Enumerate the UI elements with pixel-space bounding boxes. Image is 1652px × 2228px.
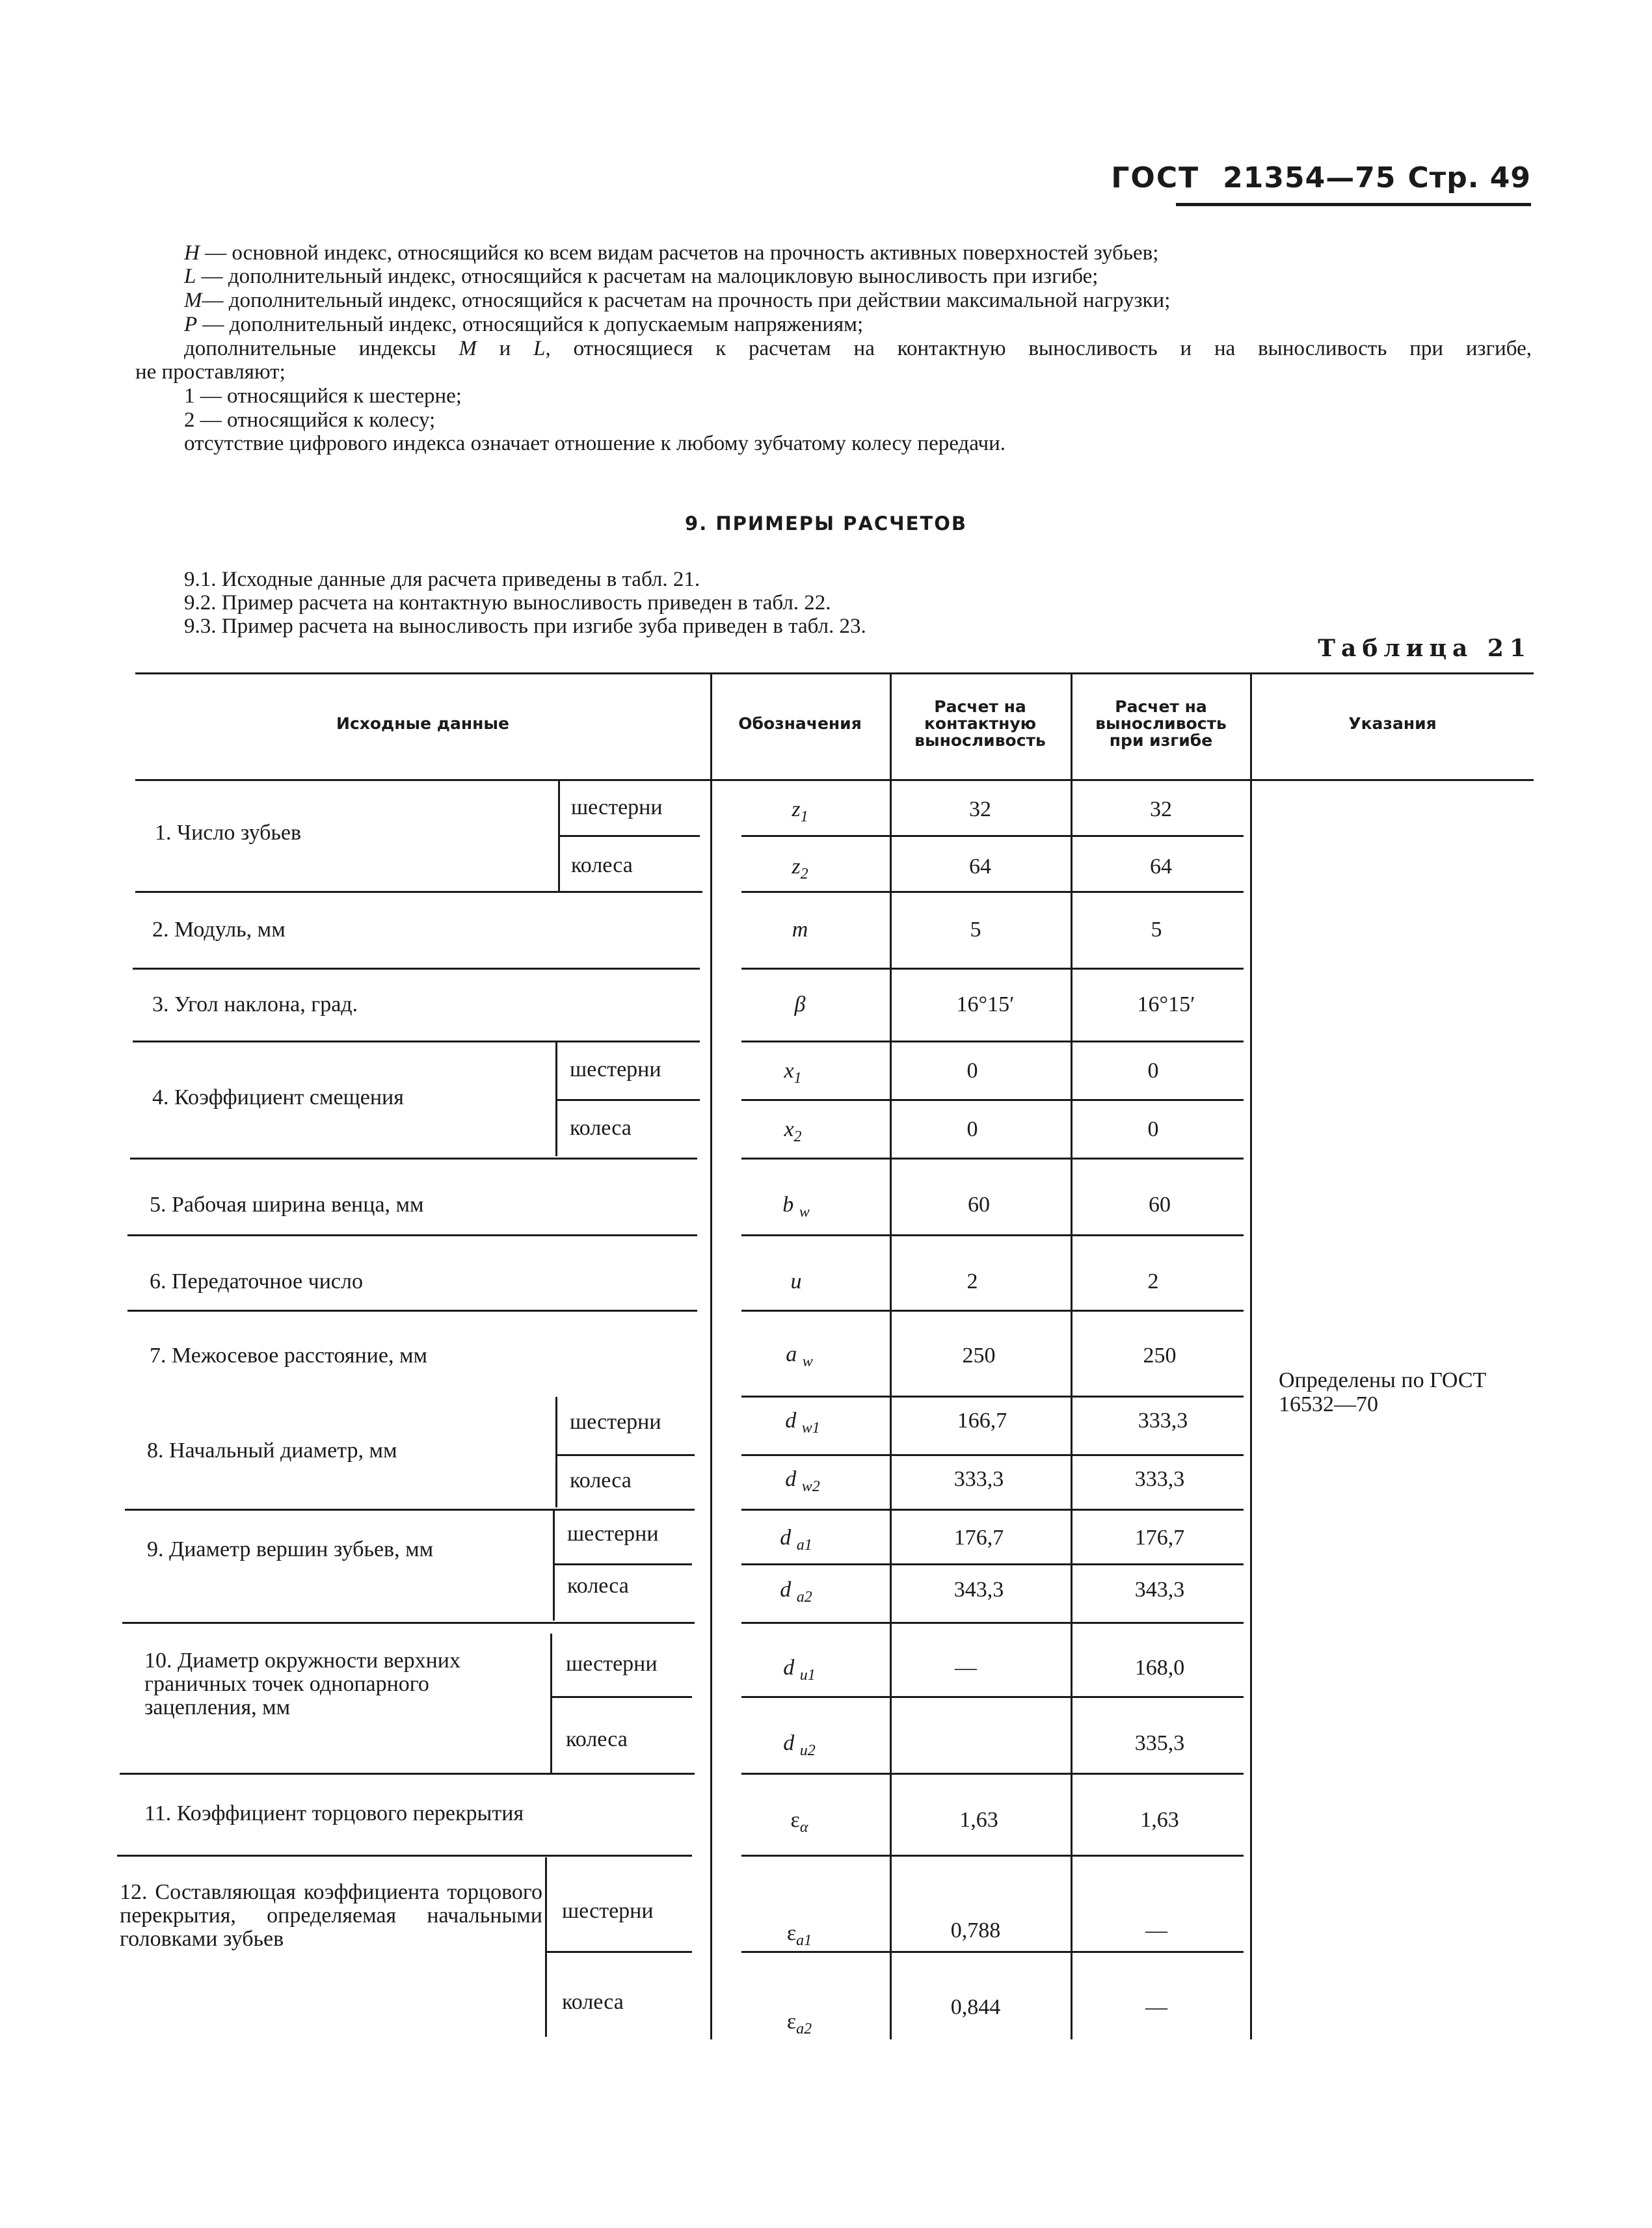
row-4-bending-1: 0 (1147, 1059, 1159, 1083)
row-11-bending: 1,63 (1140, 1808, 1179, 1832)
row-7-symbol: a $_w$ (786, 1342, 813, 1370)
rsep-10a (741, 1696, 1244, 1698)
sub-divider-row-12 (545, 1857, 547, 2037)
rsep-4 (741, 1158, 1244, 1160)
row-sep-2 (133, 968, 700, 970)
row-3-symbol: β (794, 992, 806, 1016)
row-sep-5 (127, 1234, 697, 1236)
header-number: 21354—75 (1223, 161, 1396, 194)
row-5-contact: 60 (968, 1193, 990, 1217)
row-9-contact-1: 176,7 (953, 1526, 1004, 1550)
sub-divider-row-9 (553, 1510, 555, 1621)
row-4-bending-2: 0 (1147, 1117, 1159, 1141)
row-sep-8 (125, 1509, 695, 1511)
row-12-symbol-1: $\varepsilon_{a1}$ (786, 1921, 812, 1949)
row-9-symbol-1: d $_{a1}$ (780, 1526, 812, 1554)
subrow-sep-12-left (546, 1951, 692, 1953)
row-sep-9 (122, 1622, 695, 1624)
row-12-symbol-2: $\varepsilon_{a2}$ (786, 2009, 812, 2037)
row-6-bending: 2 (1147, 1269, 1159, 1293)
row-sep-11 (117, 1855, 692, 1857)
row-11-symbol: $\varepsilon_\alpha$ (790, 1808, 808, 1836)
row-9-pinion-label: шестерни (567, 1522, 659, 1546)
row-2-label: 2. Модуль, мм (152, 918, 286, 942)
row-12-contact-2: 0,844 (950, 1995, 1001, 2019)
row-10-label: 10. Диаметр окружности верхних граничных точек однопарного зацепления, мм (144, 1649, 460, 1719)
row-10-bending-2: 335,3 (1134, 1731, 1185, 1755)
subrow-sep-10-left (552, 1696, 692, 1698)
rsep-8 (741, 1509, 1244, 1511)
row-11-label: 11. Коэффициент торцового перекрытия (144, 1801, 524, 1825)
subrow-sep-8-left (557, 1454, 695, 1456)
row-9-contact-2: 343,3 (953, 1578, 1004, 1602)
row-8-bending-2: 333,3 (1134, 1467, 1185, 1491)
row-9-symbol-2: d $_{a2}$ (780, 1578, 812, 1606)
row-1-bending-1: 32 (1150, 797, 1172, 821)
row-10-bending-1: 168,0 (1134, 1656, 1185, 1680)
item-9-3: 9.3. Пример расчета на выносливость при изгибе зуба приведен в табл. 23. (184, 615, 866, 638)
table-caption: Таблица 21 (1318, 635, 1532, 662)
row-1-bending-2: 64 (1150, 855, 1172, 879)
definition-l: L — дополнительный индекс, относящийся к расчетам на малоцикловую выносливость при изгибе; (184, 265, 1099, 288)
row-3-bending: 16°15′ (1137, 992, 1195, 1016)
item-9-1: 9.1. Исходные данные для расчета приведены в табл. 21. (184, 568, 700, 591)
row-3-label: 3. Угол наклона, град. (152, 992, 358, 1016)
row-1-contact-1: 32 (969, 797, 991, 821)
row-8-bending-1: 333,3 (1138, 1409, 1188, 1433)
row-12-gear-label: колеса (562, 1990, 624, 2014)
item-9-2: 9.2. Пример расчета на контактную выносливость приведен в табл. 22. (184, 591, 831, 615)
row-9-label: 9. Диаметр вершин зубьев, мм (147, 1537, 434, 1561)
subrow-sep-9-left (554, 1563, 692, 1565)
row-10-pinion-label: шестерни (566, 1652, 658, 1676)
row-2-symbol: m (792, 918, 808, 942)
row-sep-6 (127, 1310, 697, 1312)
table-header-rule (135, 779, 1534, 781)
definition-p: P — дополнительный индекс, относящийся к допускаемым напряжениям; (184, 313, 864, 336)
rsep-5 (741, 1234, 1244, 1236)
row-8-symbol-2: d $_{w2}$ (785, 1467, 820, 1495)
row-9-gear-label: колеса (567, 1574, 629, 1598)
rsep-9 (741, 1622, 1244, 1624)
row-8-contact-1: 166,7 (957, 1409, 1007, 1433)
row-8-symbol-1: d $_{w1}$ (785, 1409, 820, 1437)
row-sep-10 (120, 1773, 695, 1775)
definition-extra-indices-cont: не проставляют; (135, 360, 286, 384)
notes-determined: Определены по ГОСТ 16532—70 (1279, 1368, 1487, 1416)
sub-divider-row-10 (550, 1634, 552, 1774)
row-4-symbol-1: $x_1$ (784, 1059, 802, 1087)
rsep-8a (741, 1454, 1244, 1456)
row-2-contact: 5 (970, 918, 981, 942)
row-4-symbol-2: $x_2$ (784, 1117, 802, 1145)
row-2-bending: 5 (1151, 918, 1162, 942)
definition-index-2: 2 — относящийся к колесу; (184, 408, 436, 432)
definition-no-index: отсутствие цифрового индекса означает отношение к любому зубчатому колесу передачи. (184, 432, 1006, 455)
row-1-symbol-1: $z_1$ (792, 797, 808, 825)
row-9-bending-1: 176,7 (1134, 1526, 1185, 1550)
row-sep-4 (130, 1158, 697, 1160)
row-4-label: 4. Коэффициент смещения (152, 1085, 404, 1109)
row-5-symbol: b $_w$ (782, 1193, 810, 1221)
row-4-pinion-label: шестерни (570, 1057, 661, 1081)
header-page: Стр. 49 (1407, 161, 1531, 194)
rsep-6 (741, 1310, 1244, 1312)
header-rule (1176, 203, 1531, 206)
row-6-symbol: u (790, 1269, 802, 1293)
row-10-gear-label: колеса (566, 1727, 628, 1751)
rsep-10 (741, 1773, 1244, 1775)
row-4-gear-label: колеса (570, 1116, 632, 1140)
row-10-symbol-1: d $_{u1}$ (783, 1656, 816, 1684)
header-standard: ГОСТ (1111, 161, 1200, 194)
col-divider-notes (1250, 674, 1252, 2039)
subrow-sep-1-left (559, 835, 700, 837)
rsep-4a (741, 1099, 1244, 1101)
row-3-contact: 16°15′ (956, 992, 1015, 1016)
section-title: 9. ПРИМЕРЫ РАСЧЕТОВ (685, 512, 967, 535)
row-7-bending: 250 (1143, 1344, 1177, 1368)
row-6-label: 6. Передаточное число (150, 1269, 363, 1293)
row-9-bending-2: 343,3 (1134, 1578, 1185, 1602)
rsep-2 (741, 968, 1244, 970)
row-6-contact: 2 (966, 1269, 978, 1293)
definition-h: H — основной индекс, относящийся ко всем видам расчетов на прочность активных поверхностей зубьев; (184, 241, 1159, 265)
row-sep-3 (133, 1041, 700, 1042)
row-1-gear-label: колеса (571, 853, 633, 877)
row-8-pinion-label: шестерни (570, 1410, 661, 1434)
row-10-contact-1: — (955, 1656, 977, 1680)
header-contact: Расчет на контактную выносливость (914, 697, 1046, 750)
row-5-label: 5. Рабочая ширина венца, мм (150, 1193, 424, 1217)
header-data: Исходные данные (336, 714, 509, 733)
row-1-symbol-2: $z_2$ (792, 855, 808, 882)
row-8-contact-2: 333,3 (953, 1467, 1004, 1491)
row-4-contact-2: 0 (966, 1117, 978, 1141)
header-bending: Расчет на выносливость при изгибе (1095, 697, 1227, 750)
rsep-11 (741, 1855, 1244, 1857)
row-8-gear-label: колеса (570, 1468, 632, 1492)
row-7-contact: 250 (962, 1344, 996, 1368)
header-symbol: Обозначения (738, 714, 862, 733)
row-1-label: 1. Число зубьев (155, 821, 302, 845)
rsep-1a (741, 835, 1244, 837)
row-11-contact: 1,63 (959, 1808, 998, 1832)
row-4-contact-1: 0 (966, 1059, 978, 1083)
rsep-1 (741, 891, 1244, 893)
definition-extra-indices: дополнительные индексы M и L, относящиеся к расчетам на контактную выносливость и на выносливость при изгибе, (184, 337, 1532, 360)
rsep-7 (741, 1396, 1244, 1398)
row-12-pinion-label: шестерни (562, 1899, 654, 1923)
row-5-bending: 60 (1149, 1193, 1171, 1217)
row-10-symbol-2: d $_{u2}$ (783, 1731, 816, 1759)
rsep-3 (741, 1041, 1244, 1042)
row-7-label: 7. Межосевое расстояние, мм (150, 1344, 427, 1368)
page-header (1111, 161, 1531, 194)
table-top-rule (135, 672, 1534, 674)
header-notes: Указания (1348, 714, 1437, 733)
subrow-sep-4-left (557, 1099, 700, 1101)
row-1-pinion-label: шестерни (571, 795, 663, 819)
sub-divider-row-8 (555, 1397, 557, 1507)
row-12-bending-1: — (1145, 1918, 1167, 1943)
row-12-bending-2: — (1145, 1995, 1167, 2019)
row-sep-1 (135, 891, 702, 893)
rsep-9a (741, 1563, 1244, 1565)
definition-m: M— дополнительный индекс, относящийся к расчетам на прочность при действии максимальной нагрузки; (184, 289, 1171, 312)
row-8-label: 8. Начальный диаметр, мм (147, 1439, 397, 1463)
definition-index-1: 1 — относящийся к шестерне; (184, 384, 462, 408)
row-12-label: 12. Составляющая коэффициента торцового перекрытия, определяемая начальными головками зубьев (120, 1880, 542, 1951)
row-12-contact-1: 0,788 (950, 1918, 1001, 1943)
row-1-contact-2: 64 (969, 855, 991, 879)
